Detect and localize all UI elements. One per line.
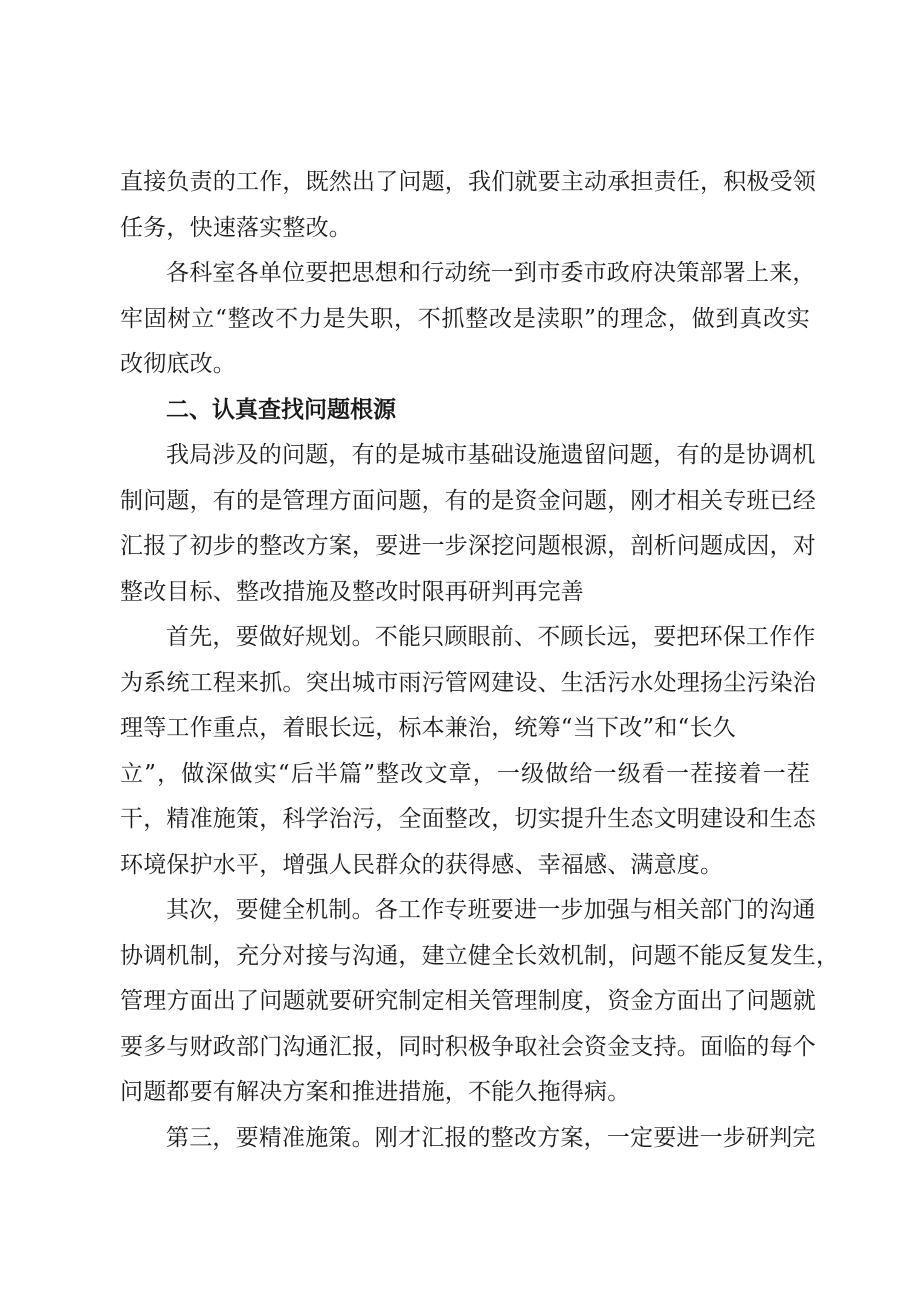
- paragraph-line: 制问题，有的是管理方面问题，有的是资金问题，刚才相关专班已经: [120, 487, 816, 514]
- paragraph-line: 干，精准施策，科学治污，全面整改，切实提升生态文明建设和生态: [120, 806, 816, 832]
- paragraph-line: 管理方面出了问题就要研究制定相关管理制度，资金方面出了问题就: [120, 988, 816, 1014]
- document-body: [120, 160, 840, 1161]
- paragraph-line: 汇报了初步的整改方案，要进一步深挖问题根源，剖析问题成因，对: [120, 533, 816, 559]
- paragraph-line: 任务，快速落实整改。: [120, 214, 352, 241]
- paragraph-line: 我局涉及的问题，有的是城市基础设施遗留问题，有的是协调机: [166, 442, 816, 468]
- paragraph-line: 协调机制，充分对接与沟通，建立健全长效机制，问题不能反复发生，: [120, 942, 840, 969]
- paragraph-line: 其次，要健全机制。各工作专班要进一步加强与相关部门的沟通: [166, 897, 816, 923]
- paragraph-line: 问题都要有解决方案和推进措施，不能久拖得病。: [120, 1079, 631, 1105]
- paragraph-line: 改彻底改。: [120, 351, 236, 377]
- paragraph-line: 直接负责的工作，既然出了问题，我们就要主动承担责任，积极受领: [120, 169, 816, 195]
- paragraph-line: 环境保护水平，增强人民群众的获得感、幸福感、满意度。: [120, 851, 724, 878]
- paragraph-line: 为系统工程来抓。突出城市雨污管网建设、生活污水处理扬尘污染治: [120, 669, 816, 696]
- paragraph-line: 牢固树立“整改不力是失职，不抓整改是渎职”的理念，做到真改实: [120, 305, 810, 332]
- paragraph-line: 整改目标、整改措施及整改时限再研判再完善: [120, 578, 584, 605]
- paragraph-line: 第三，要精准施策。刚才汇报的整改方案，一定要进一步研判完: [166, 1124, 816, 1151]
- paragraph-line: 要多与财政部门沟通汇报，同时积极争取社会资金支持。面临的每个: [120, 1033, 816, 1060]
- paragraph-line: 各科室各单位要把思想和行动统一到市委市政府决策部署上来，: [166, 260, 816, 286]
- section-heading: 二、认真查找问题根源: [166, 396, 396, 423]
- paragraph-line: 首先，要做好规划。不能只顾眼前、不顾长远，要把环保工作作: [166, 624, 816, 650]
- paragraph-line: 理等工作重点，着眼长远，标本兼治，统筹“当下改”和“长久: [120, 715, 736, 741]
- paragraph-line: 立”，做深做实“后半篇”整改文章，一级做给一级看一茬接着一茬: [120, 760, 810, 787]
